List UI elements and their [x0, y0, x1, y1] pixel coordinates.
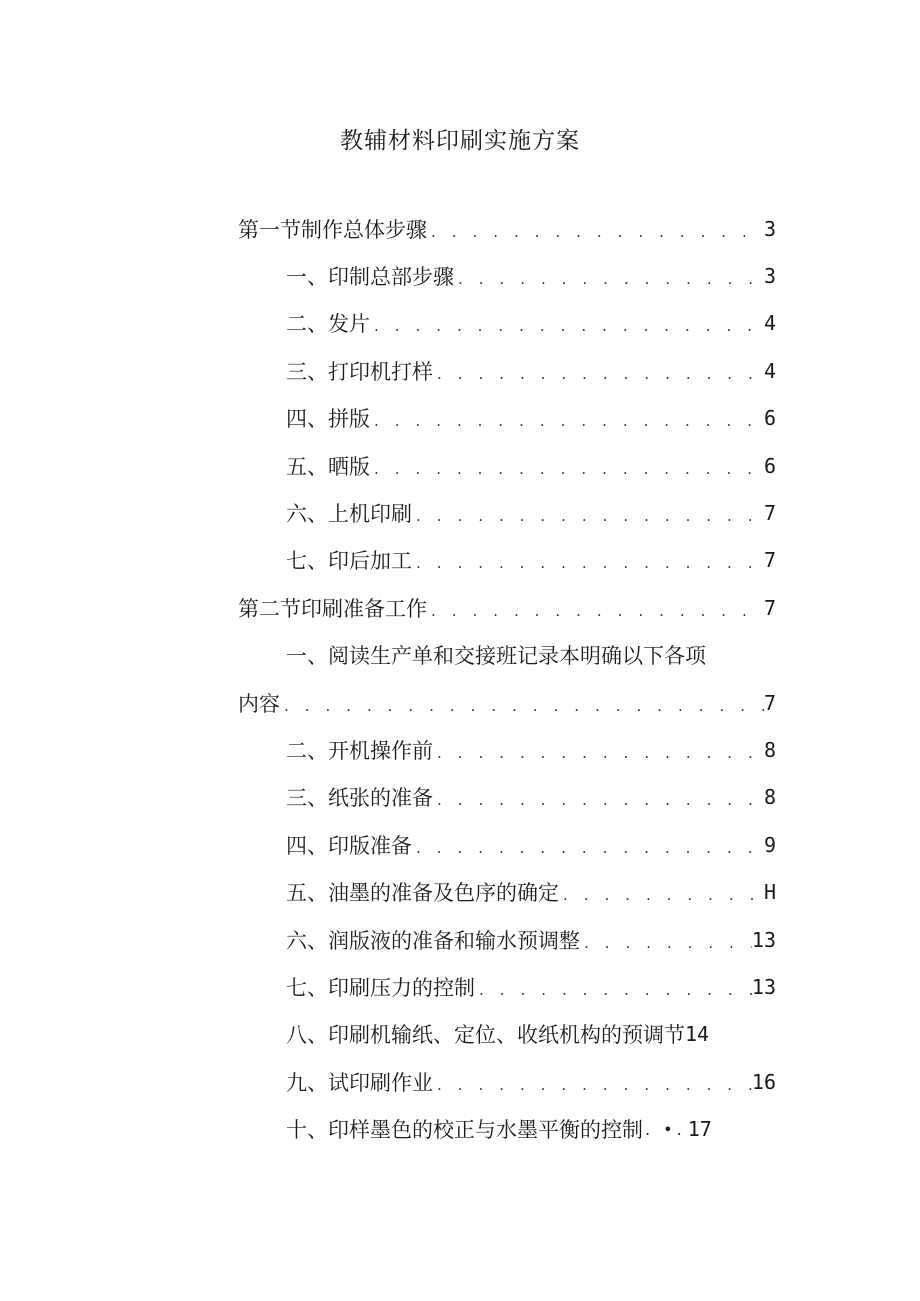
table-of-contents [238, 205, 776, 1153]
toc-entry-label: 三、打印机打样 [286, 359, 433, 384]
toc-entry-page: 3 [763, 264, 776, 289]
toc-leader-dots [580, 934, 752, 952]
toc-entry[interactable] [238, 489, 776, 536]
toc-entry-page: 14 [685, 1022, 710, 1047]
toc-leader-dots [475, 981, 752, 999]
toc-entry-label: 一、阅读生产单和交接班记录本明确以下各项 [286, 644, 706, 669]
toc-entry-label: 十、印样墨色的校正与水墨平衡的控制 [286, 1118, 643, 1143]
toc-entry-continuation[interactable] [238, 679, 776, 726]
toc-entry-page: 16 [751, 1069, 776, 1094]
toc-leader-dots [370, 317, 764, 335]
toc-entry[interactable] [238, 1105, 776, 1152]
toc-entry-label: 八、印刷机输纸、定位、收纸机构的预调节 [286, 1023, 685, 1048]
toc-entry[interactable] [238, 774, 776, 821]
toc-leader-dots [412, 507, 764, 525]
toc-entry-label: 六、润版液的准备和输水预调整 [286, 928, 580, 953]
toc-leader-dots [370, 460, 764, 478]
toc-entry-label: 七、印刷压力的控制 [286, 975, 475, 1000]
toc-entry[interactable] [238, 537, 776, 584]
toc-entry-page: 7 [763, 595, 776, 620]
toc-entry-label: 五、晒版 [286, 454, 370, 479]
toc-entry-label: 七、印后加工 [286, 549, 412, 574]
toc-entry[interactable] [238, 1058, 776, 1105]
toc-entry-page: 4 [763, 311, 776, 336]
toc-entry-label: 内容 [238, 691, 280, 716]
toc-entry[interactable] [238, 868, 776, 915]
toc-entry-page: 8 [763, 785, 776, 810]
toc-entry[interactable] [238, 347, 776, 394]
toc-entry-page: 6 [763, 406, 776, 431]
toc-leader-dots [427, 602, 764, 620]
toc-leader-dots [433, 791, 764, 809]
toc-entry[interactable] [238, 442, 776, 489]
toc-entry-page: 13 [751, 927, 776, 952]
toc-entry-label: 四、拼版 [286, 407, 370, 432]
toc-entry[interactable] [238, 300, 776, 347]
toc-entry[interactable] [238, 963, 776, 1010]
toc-entry-label: 五、油墨的准备及色序的确定 [286, 881, 559, 906]
toc-entry-label: 一、印制总部步骤 [286, 265, 454, 290]
toc-entry-page: 9 [763, 832, 776, 857]
toc-entry-label: 三、纸张的准备 [286, 786, 433, 811]
toc-leader-dots [433, 744, 764, 762]
toc-entry[interactable] [238, 632, 776, 679]
toc-entry-page: 8 [763, 737, 776, 762]
toc-leader-dots [280, 697, 764, 715]
toc-entry-label: 四、印版准备 [286, 833, 412, 858]
document-title: 教辅材料印刷实施方案 [340, 128, 580, 154]
toc-entry-page: H [763, 880, 776, 905]
toc-leader-dots [427, 223, 764, 241]
toc-leader-dots [559, 886, 764, 904]
toc-entry-page: 4 [763, 358, 776, 383]
toc-entry-label: 二、开机操作前 [286, 738, 433, 763]
toc-leader-dots: . •. [645, 1119, 686, 1139]
toc-entry-page: 3 [763, 216, 776, 241]
toc-entry-label: 九、试印刷作业 [286, 1070, 433, 1095]
toc-entry[interactable] [238, 916, 776, 963]
toc-entry-label: 第一节制作总体步骤 [238, 217, 427, 242]
toc-leader-dots [370, 412, 764, 430]
toc-entry[interactable] [238, 205, 776, 252]
toc-leader-dots [454, 270, 764, 288]
toc-entry-page: 13 [751, 974, 776, 999]
toc-leader-dots [412, 839, 764, 857]
toc-entry[interactable] [238, 821, 776, 868]
toc-entry-label: 第二节印刷准备工作 [238, 596, 427, 621]
toc-entry[interactable] [238, 726, 776, 773]
toc-entry-label: 六、上机印刷 [286, 502, 412, 527]
toc-entry-page: 17 [687, 1117, 712, 1142]
toc-entry[interactable] [238, 252, 776, 299]
toc-entry[interactable] [238, 584, 776, 631]
toc-leader-dots [433, 1076, 752, 1094]
toc-leader-dots [433, 365, 764, 383]
toc-leader-dots [412, 554, 764, 572]
toc-entry-page: 7 [763, 548, 776, 573]
toc-entry[interactable] [238, 1011, 776, 1058]
toc-entry-page: 7 [763, 501, 776, 526]
toc-entry-page: 7 [763, 690, 776, 715]
toc-entry[interactable] [238, 395, 776, 442]
toc-entry-page: 6 [763, 453, 776, 478]
toc-entry-label: 二、发片 [286, 312, 370, 337]
